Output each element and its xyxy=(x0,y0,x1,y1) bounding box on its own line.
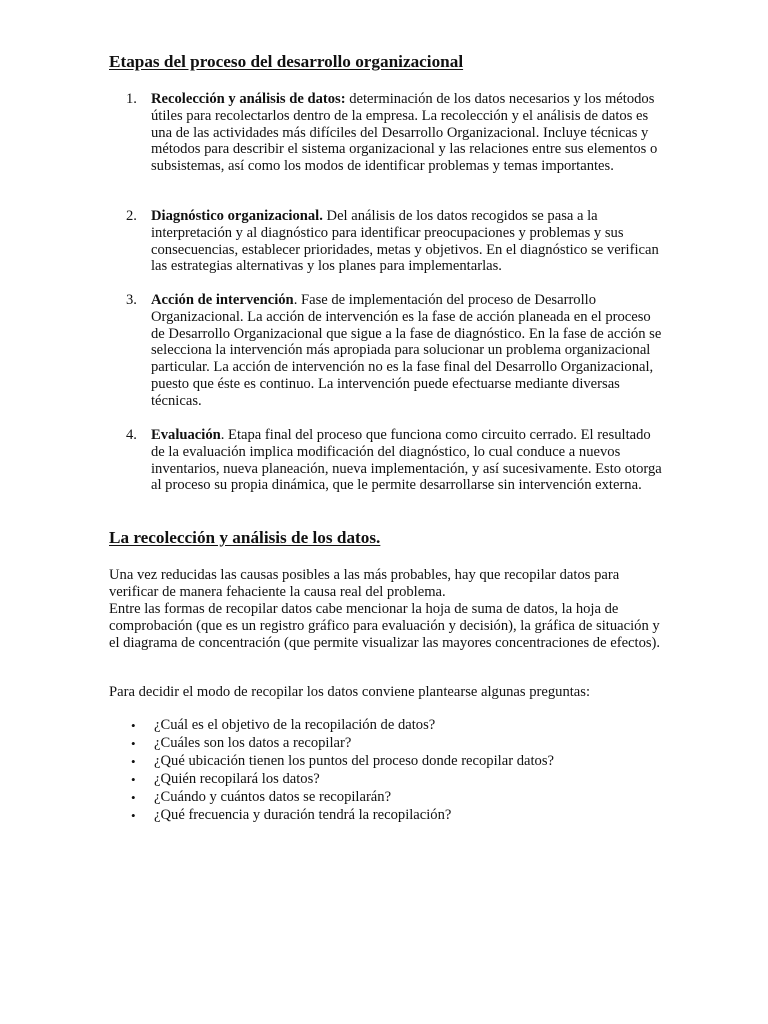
question-text: ¿Cuáles son los datos a recopilar? xyxy=(154,735,352,751)
list-item-text: Del análisis de los datos recogidos se pasa a la interpretación y al diagnóstico para identificar preocupaciones y problemas y sus consecuencias, establecer prioridades, metas y objetivos. En el diagnóstico se verifican las estrategias alternativas y los planes para implementarlas. xyxy=(151,208,659,275)
list-item-term: Recolección y análisis de datos: xyxy=(151,91,346,107)
list-item-number: 2. xyxy=(126,208,137,224)
question-text: ¿Qué frecuencia y duración tendrá la recopilación? xyxy=(154,807,452,823)
list-item xyxy=(131,789,671,807)
list-item xyxy=(131,807,671,825)
list-item-number: 3. xyxy=(126,292,137,308)
list-item-1 xyxy=(126,91,666,175)
question-text: ¿Cuál es el objetivo de la recopilación de datos? xyxy=(154,717,436,733)
list-item xyxy=(131,771,671,789)
list-item-term: Evaluación xyxy=(151,427,221,443)
question-text: ¿Quién recopilará los datos? xyxy=(154,771,320,787)
list-item xyxy=(131,735,671,753)
section-1-heading: Etapas del proceso del desarrollo organizacional xyxy=(109,52,464,71)
paragraph-1: Una vez reducidas las causas posibles a las más probables, hay que recopilar datos para verificar de manera fehaciente la causa real del problema. xyxy=(109,567,620,600)
bullet-icon: • xyxy=(131,754,136,769)
bullet-icon: • xyxy=(131,790,136,805)
paragraph-3: Para decidir el modo de recopilar los datos conviene plantearse algunas preguntas: xyxy=(109,684,591,700)
list-item-2 xyxy=(126,208,666,275)
question-text: ¿Cuándo y cuántos datos se recopilarán? xyxy=(154,789,392,805)
bullet-icon: • xyxy=(131,718,136,733)
paragraph-2: Entre las formas de recopilar datos cabe mencionar la hoja de suma de datos, la hoja de comprobación (que es un registro gráfico para evaluación y decisión), la gráfica de situación y el diagrama de concentración (que permite visualizar las mayores concentraciones de efectos). xyxy=(109,601,661,651)
section-2-heading: La recolección y análisis de los datos. xyxy=(109,528,381,547)
list-item-term: Diagnóstico organizacional. xyxy=(151,208,323,224)
list-item-text: . Fase de implementación del proceso de Desarrollo Organizacional. La acción de intervención es la fase de acción planeada en el proceso de Desarrollo Organizacional que sigue a la fase de diagnóstico. En la fase de acción se selecciona la intervención más apropiada para solucionar un problema organizacional particular. La acción de intervención no es la fase final del Desarrollo Organizacional, puesto que éste es continuo. La intervención puede efectuarse mediante diversas técnicas. xyxy=(151,292,662,409)
bullet-icon: • xyxy=(131,808,136,823)
bullet-icon: • xyxy=(131,736,136,751)
list-item-4 xyxy=(126,427,666,494)
bullet-icon: • xyxy=(131,772,136,787)
list-item-number: 4. xyxy=(126,427,137,443)
list-item-text: . Etapa final del proceso que funciona como circuito cerrado. El resultado de la evaluación implica modificación del diagnóstico, lo cual conduce a nuevos inventarios, nueva planeación, nueva implementación, y así sucesivamente. Esto otorga al proceso su propia dinámica, que le permite desarrollarse sin intervención externa. xyxy=(151,427,662,494)
list-item xyxy=(131,717,671,735)
list-item-term: Acción de intervención xyxy=(151,292,294,308)
list-item-text: determinación de los datos necesarios y los métodos útiles para recolectarlos dentro de la empresa. La recolección y el análisis de datos es una de las actividades más difíciles del Desarrollo Organizacional. Incluye técnicas y métodos para describir el sistema organizacional y las relaciones entre sus elementos o subsistemas, así como los modos de identificar problemas y temas importantes. xyxy=(151,91,658,175)
list-item-3 xyxy=(126,292,666,410)
question-text: ¿Qué ubicación tienen los puntos del proceso donde recopilar datos? xyxy=(154,753,554,769)
list-item xyxy=(131,753,671,771)
questions-list xyxy=(131,717,671,825)
list-item-number: 1. xyxy=(126,91,137,107)
